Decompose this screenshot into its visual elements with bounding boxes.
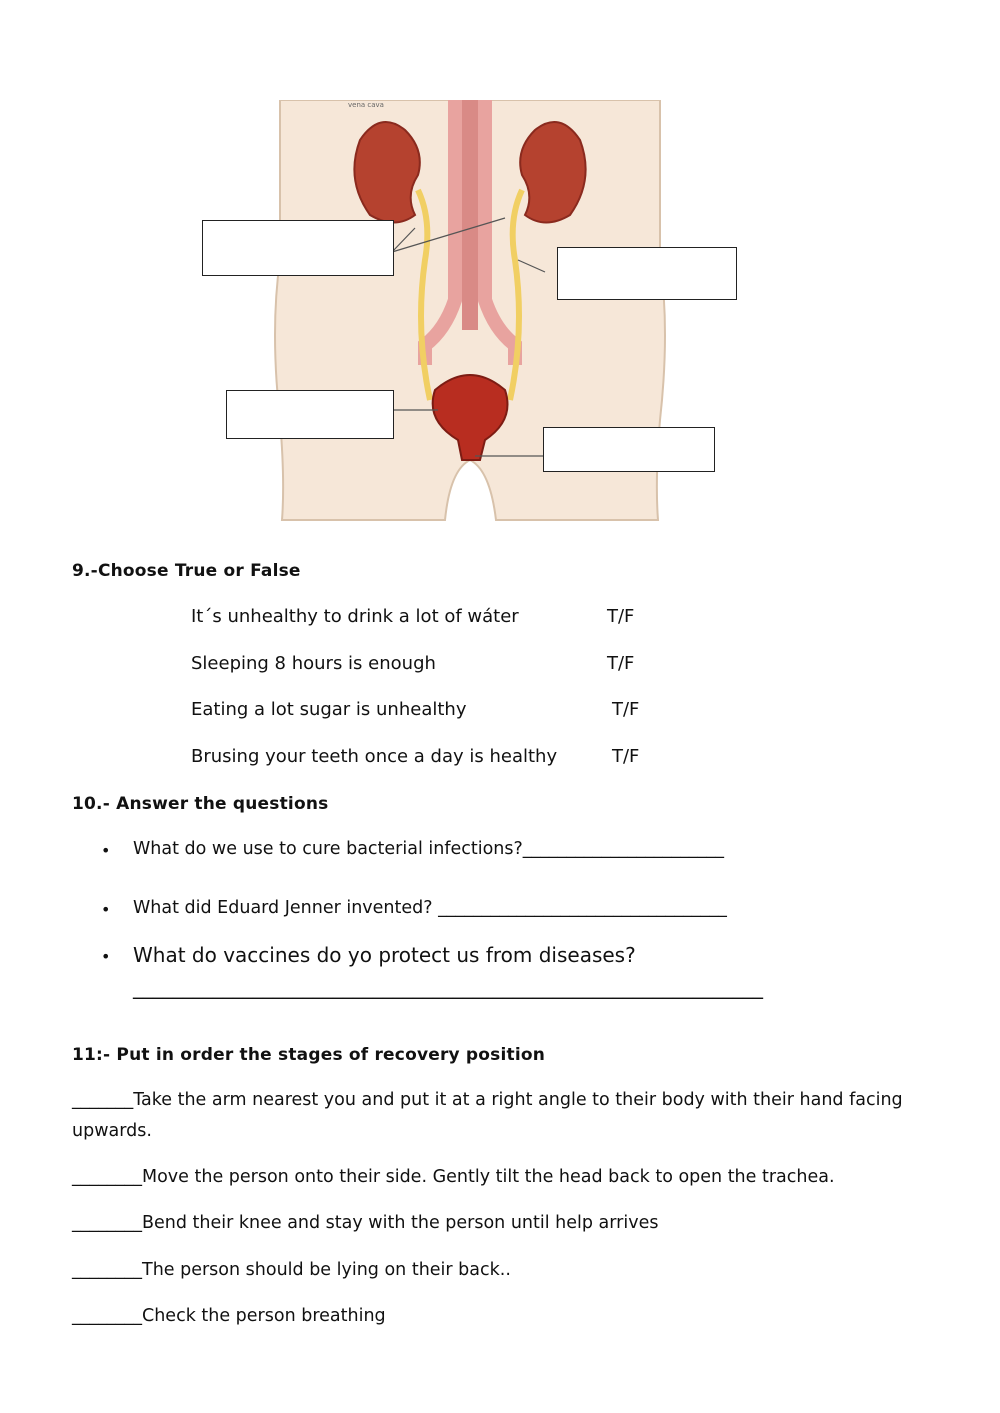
recovery-step-4[interactable]: ________The person should be lying on their back.. [72, 1260, 511, 1280]
recovery-step-1[interactable]: _______Take the arm nearest you and put it at a right angle to their body with their hand facing upwards. [72, 1090, 903, 1141]
bladder-label-box[interactable] [226, 390, 394, 439]
recovery-step-5[interactable]: ________Check the person breathing [72, 1306, 386, 1326]
section-11-heading: 11:- Put in order the stages of recovery position [72, 1045, 546, 1065]
aorta [462, 100, 478, 330]
question-1[interactable]: What do we use to cure bacterial infections?_______________________ [133, 839, 725, 859]
tf-item-1-mark[interactable]: T/F [607, 606, 635, 627]
question-3-answer-line[interactable]: _______________________________________________________________ [133, 975, 763, 999]
tf-item-4-text: Brusing your teeth once a day is healthy [191, 746, 558, 767]
question-2[interactable]: What did Eduard Jenner invented? _________________________________ [133, 898, 727, 918]
tf-item-1-text: It´s unhealthy to drink a lot of wáter [191, 606, 519, 627]
left-kidney [354, 122, 419, 223]
question-3: What do vaccines do yo protect us from diseases? [133, 943, 636, 967]
tf-item-3-text: Eating a lot sugar is unhealthy [191, 699, 467, 720]
ureter-label-box[interactable] [557, 247, 737, 300]
tf-item-3-mark[interactable]: T/F [612, 699, 640, 720]
vena-cava-label: vena cava [348, 101, 384, 109]
recovery-step-3[interactable]: ________Bend their knee and stay with the person until help arrives [72, 1213, 659, 1233]
urethra-label-box[interactable] [543, 427, 715, 472]
tf-item-4-mark[interactable]: T/F [612, 746, 640, 767]
section-10-heading: 10.- Answer the questions [72, 794, 329, 814]
bullet-2: • [101, 900, 111, 919]
recovery-step-2[interactable]: ________Move the person onto their side. Gently tilt the head back to open the trachea. [72, 1167, 835, 1187]
right-kidney [520, 122, 585, 223]
section-9-heading: 9.-Choose True or False [72, 561, 301, 581]
kidney-label-box[interactable] [202, 220, 394, 276]
bullet-1: • [101, 841, 111, 860]
tf-item-2-mark[interactable]: T/F [607, 653, 635, 674]
bullet-3: • [101, 947, 111, 966]
tf-item-2-text: Sleeping 8 hours is enough [191, 653, 436, 674]
